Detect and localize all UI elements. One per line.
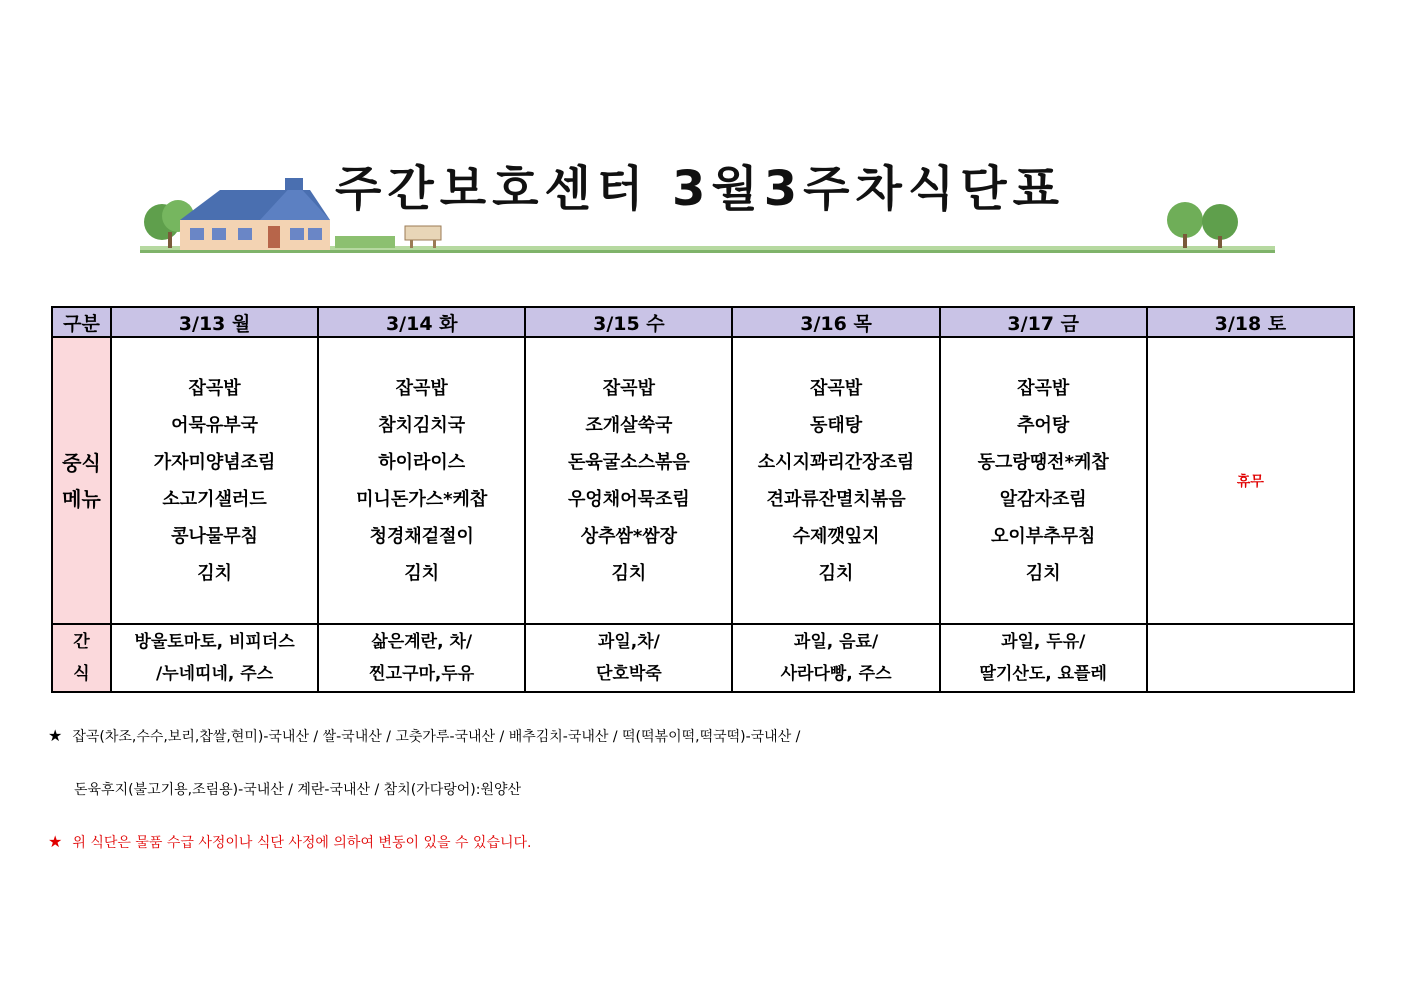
menu-item: 알감자조림 [999,488,1087,510]
snack-cell [525,624,732,692]
menu-item: 김치 [197,562,232,584]
header-category: 구분 [52,307,111,337]
lunch-cell [111,337,318,624]
snack-line: 딸기산도, 요플레 [979,664,1107,684]
header-day: 3/17 금 [940,307,1147,337]
origin-text: 돈육후지(불고기용,조림용)-국내산 / 계란-국내산 / 참치(가다랑어):원양산 [74,782,522,798]
menu-item: 콩나물무침 [171,525,259,547]
menu-item: 조개살쑥국 [585,414,673,436]
origin-note-1 [48,726,800,746]
header-day: 3/16 목 [732,307,939,337]
lunch-cell-holiday [1147,337,1354,624]
lunch-cell [318,337,525,624]
notice-text: 위 식단은 물품 수급 사정이나 식단 사정에 의하여 변동이 있을 수 있습니다. [72,835,532,851]
star-icon: ★ [48,832,63,851]
header-day: 3/14 화 [318,307,525,337]
header-day: 3/18 토 [1147,307,1354,337]
snack-line: 사라다빵, 주스 [780,664,892,684]
menu-item: 김치 [818,562,854,584]
star-icon: ★ [48,726,63,745]
snack-line: 과일, 음료/ [793,632,879,652]
lunch-row [52,337,1354,624]
snack-cell-empty [1147,624,1354,692]
lunch-cell [732,337,939,624]
menu-item: 잡곡밥 [1017,377,1070,399]
snack-label-line: 간 [73,632,90,652]
header-day: 3/13 월 [111,307,318,337]
origin-note-2 [74,779,521,799]
snack-line: 과일, 두유/ [1001,632,1086,652]
menu-item: 돈육굴소스볶음 [568,451,690,473]
menu-item: 우엉채어묵조림 [568,488,690,510]
menu-item: 상추쌈*쌈장 [580,525,678,547]
menu-item: 오이부추무침 [991,525,1096,547]
menu-item: 청경채겉절이 [369,525,474,547]
snack-line: /누네띠네, 주스 [156,664,274,684]
snack-label-line: 식 [73,664,90,684]
menu-item: 잡곡밥 [188,377,241,399]
menu-item: 참치김치국 [378,414,466,436]
menu-item: 소고기샐러드 [162,488,267,510]
lunch-label [52,337,111,624]
menu-item: 추어탕 [1017,414,1070,436]
menu-item: 동그랑땡전*케찹 [977,451,1109,473]
menu-item: 김치 [1025,562,1061,584]
snack-cell [318,624,525,692]
page-title: 주간보호센터 3월3주차식단표 [335,161,1065,217]
snack-line: 단호박죽 [596,664,662,684]
menu-item: 잡곡밥 [602,377,655,399]
menu-item: 동태탕 [809,414,863,436]
menu-item: 잡곡밥 [395,377,448,399]
menu-item: 하이라이스 [378,451,466,473]
snack-line: 방울토마토, 비피더스 [134,632,295,652]
menu-item: 어묵유부국 [171,414,259,436]
snack-line: 삶은계란, 차/ [371,632,473,652]
snack-cell [732,624,939,692]
menu-item: 견과류잔멸치볶음 [766,488,906,510]
menu-item: 소시지꽈리간장조림 [757,451,915,473]
header-day: 3/15 수 [525,307,732,337]
holiday-label: 휴무 [1236,473,1264,490]
menu-item: 미니돈가스*케찹 [356,488,488,510]
snack-line: 찐고구마,두유 [369,664,475,684]
origin-text: 잡곡(차조,수수,보리,찹쌀,현미)-국내산 / 쌀-국내산 / 고춧가루-국내산 / 배추김치-국내산 / 떡(떡볶이떡,떡국떡)-국내산 / [72,729,801,745]
snack-line: 과일,차/ [597,632,660,652]
menu-item: 가자미양념조림 [153,451,276,473]
lunch-label-line: 메뉴 [62,486,101,511]
snack-cell [111,624,318,692]
change-notice [48,832,531,852]
table-header-row [52,307,1354,337]
lunch-cell [940,337,1147,624]
lunch-label-line: 중식 [62,450,101,475]
snack-label [52,624,111,692]
menu-item: 잡곡밥 [809,377,863,399]
snack-row [52,624,1354,692]
menu-item: 김치 [611,562,647,584]
menu-item: 수제깻잎지 [792,525,880,547]
lunch-cell [525,337,732,624]
weekly-menu-table [51,306,1355,693]
snack-cell [940,624,1147,692]
menu-item: 김치 [404,562,440,584]
